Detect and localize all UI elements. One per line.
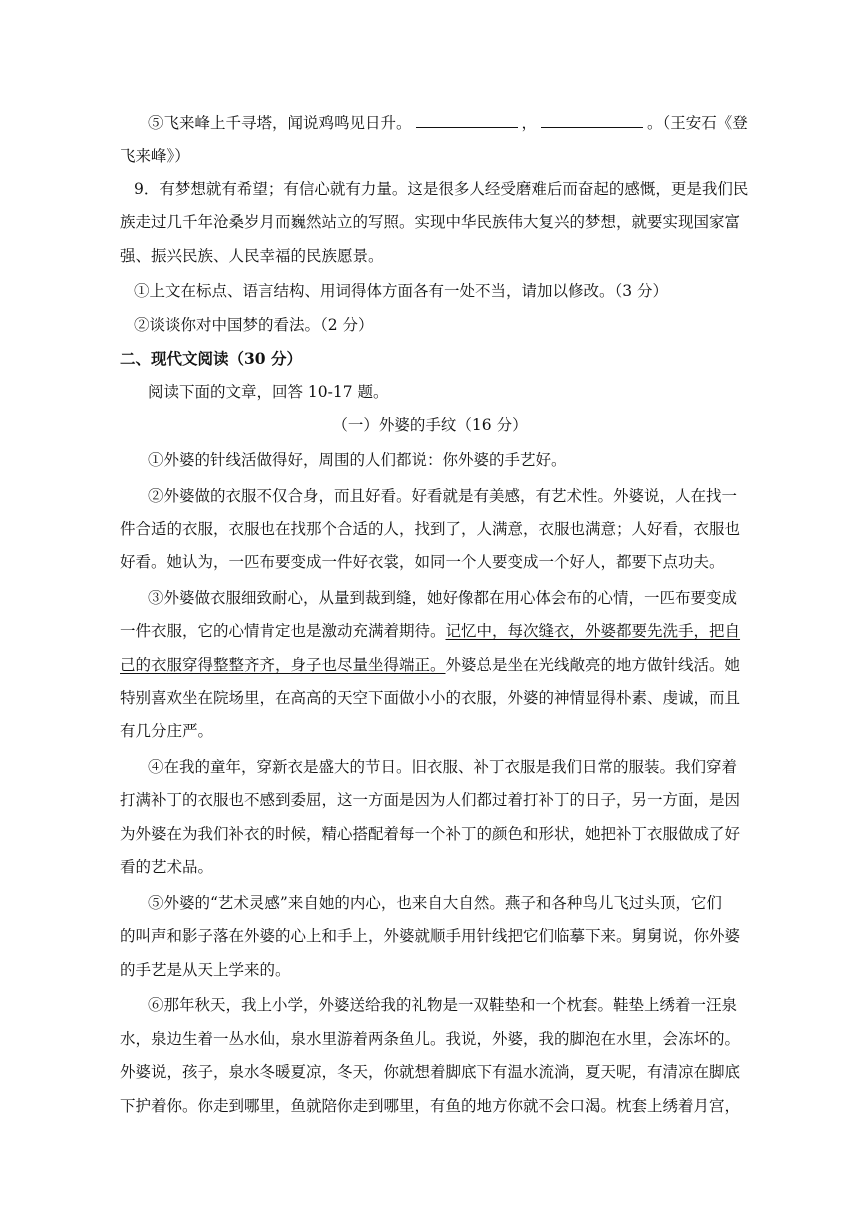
article-title: （一）外婆的手纹（16 分） (332, 416, 528, 434)
paragraph-6-line-3: 外婆说，孩子，泉水冬暖夏凉，冬天，你就想着脚底下有温水流淌，夏天呢，有清凉在脚底 (120, 1063, 741, 1081)
paragraph-4-line-3: 为外婆在为我们补衣的时候，精心搭配着每一个补丁的颜色和形状，她把补丁衣服做成了好 (120, 825, 741, 843)
paragraph-6-line-1: ⑥那年秋天，我上小学，外婆送给我的礼物是一双鞋垫和一个枕套。鞋垫上绣着一汪泉 (148, 996, 738, 1014)
section-heading: 二、现代文阅读（30 分） (120, 349, 302, 368)
paragraph-5-line-2: 的叫声和影子落在外婆的心上和手上，外婆就顺手用针线把它们临摹下来。舅舅说，你外婆 (120, 927, 741, 945)
poem-text: ⑤飞来峰上千寻塔，闻说鸡鸣见日升。 (148, 114, 412, 132)
paragraph-4-line-4: 看的艺术品。 (120, 858, 214, 876)
paragraph-1-line-1: ①外婆的针线活做得好，周围的人们都说：你外婆的手艺好。 (148, 451, 567, 469)
paragraph-3-line-5: 有几分庄严。 (120, 722, 214, 740)
answer-blank-2[interactable] (541, 110, 643, 128)
q9-sub-question-2: ②谈谈你对中国梦的看法。（2 分） (134, 316, 374, 334)
paragraph-5-line-1: ⑤外婆的“艺术灵感”来自她的内心，也来自大自然。燕子和各种鸟儿飞过头顶，它们 (148, 894, 722, 912)
comma: ， (521, 114, 538, 132)
poem-source: 。（王安石《登 (647, 114, 748, 132)
poem-fill-in-line (148, 110, 748, 133)
paragraph-4-line-1: ④在我的童年，穿新衣是盛大的节日。旧衣服、补丁衣服是我们日常的服装。我们穿着 (148, 758, 738, 776)
paragraph-3-line-4: 特别喜欢坐在院场里，在高高的天空下面做小小的衣服，外婆的神情显得朴素、虔诚，而且 (120, 689, 741, 707)
paragraph-3-line-2 (120, 621, 740, 641)
underlined-sentence: 己的衣服穿得整整齐齐，身子也尽量坐得端正。 (120, 656, 446, 674)
answer-blank-1[interactable] (416, 110, 518, 128)
paragraph-3-line-1: ③外婆做衣服细致耐心，从量到裁到缝，她好像都在用心体会布的心情，一匹布要变成 (148, 589, 738, 607)
paragraph-4-line-2: 打满补丁的衣服也不感到委屈，这一方面是因为人们都过着打补丁的日子，另一方面，是因 (120, 791, 741, 809)
q9-line-2: 族走过几千年沧桑岁月而巍然站立的写照。实现中华民族伟大复兴的梦想，就要实现国家富 (120, 213, 741, 231)
poem-source-line: 飞来峰》） (120, 147, 190, 165)
paragraph-3-line-3 (120, 655, 740, 675)
paragraph-2-line-2: 件合适的衣服，衣服也在找那个合适的人，找到了，人满意，衣服也满意；人好看，衣服也 (120, 520, 741, 538)
paragraph-3-text: 一件衣服，它的心情肯定也是激动充满着期待。 (120, 622, 446, 640)
paragraph-6-line-4: 下护着你。你走到哪里，鱼就陪你走到哪里，有鱼的地方你就不会口渴。枕套上绣着月宫， (120, 1097, 741, 1115)
paragraph-5-line-3: 的手艺是从天上学来的。 (120, 961, 291, 979)
paragraph-2-line-3: 好看。她认为，一匹布要变成一件好衣裳，如同一个人要变成一个好人，都要下点功夫。 (120, 553, 725, 571)
paragraph-2-line-1: ②外婆做的衣服不仅合身，而且好看。好看就是有美感，有艺术性。外婆说，人在找一 (148, 487, 738, 505)
paragraph-6-line-2: 水，泉边生着一丛水仙，泉水里游着两条鱼儿。我说，外婆，我的脚泡在水里，会冻坏的。 (120, 1030, 741, 1048)
paragraph-3-text: 外婆总是坐在光线敞亮的地方做针线活。她 (445, 656, 741, 674)
q9-sub-question-1: ①上文在标点、语言结构、用词得体方面各有一处不当，请加以修改。（3 分） (134, 282, 669, 300)
q9-line-3: 强、振兴民族、人民幸福的民族愿景。 (120, 247, 384, 265)
underlined-sentence: 记忆中，每次缝衣，外婆都要先洗手，把自 (445, 622, 741, 640)
section-instruction: 阅读下面的文章，回答 10-17 题。 (148, 383, 389, 401)
q9-line-1: 9．有梦想就有希望；有信心就有力量。这是很多人经受磨难后而奋起的感慨，更是我们民 (134, 180, 749, 198)
